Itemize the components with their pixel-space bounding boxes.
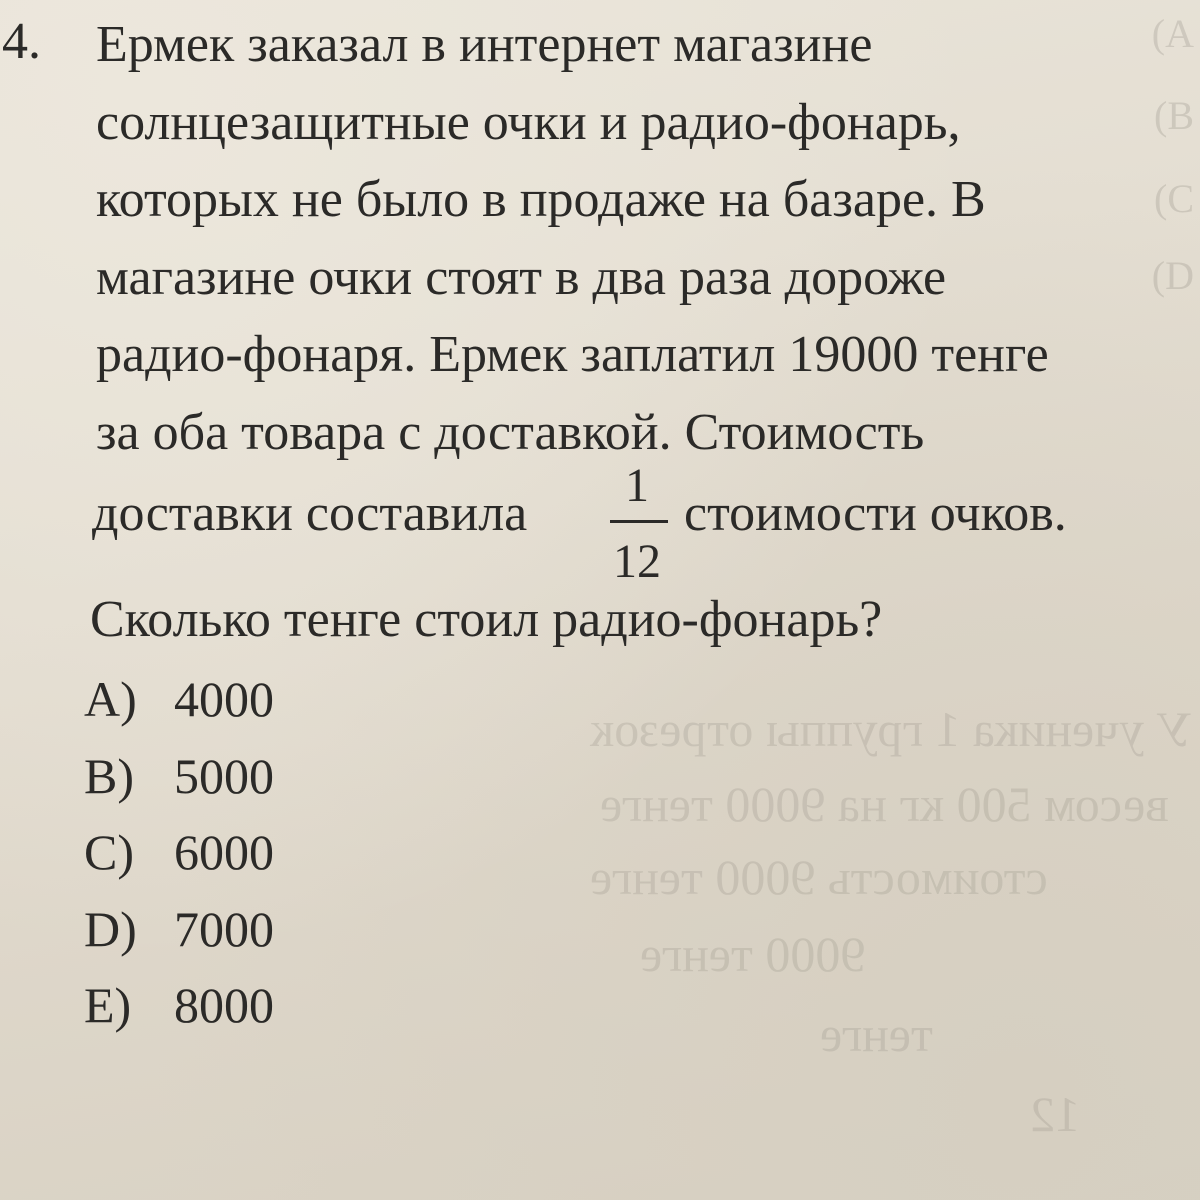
option-value: 6000 (174, 824, 274, 880)
problem-line: солнцезащитные очки и радио-фонарь, (96, 93, 961, 151)
option-letter: E) (84, 977, 132, 1033)
option-value: 7000 (174, 900, 274, 957)
option-letter: B) (84, 747, 134, 804)
problem-number: 4. (2, 13, 41, 70)
option-letter: A) (84, 671, 137, 727)
answer-option-d (84, 894, 274, 971)
bleed-through-text: 12 (1030, 1086, 1080, 1142)
bleed-through-text: тенге (820, 1006, 933, 1062)
fraction-sentence (92, 459, 1192, 592)
problem-statement (96, 6, 1200, 471)
question-text: Сколько тенге стоил радио-фонарь? (90, 591, 883, 648)
bleed-through-text: (D (1151, 253, 1194, 298)
option-letter: D) (84, 900, 137, 957)
bleed-through-text: (A (1151, 11, 1194, 56)
answer-option-c (84, 817, 274, 894)
problem-line: которых не было в продаже на базаре. В (96, 171, 986, 228)
bleed-through-text: (B (1154, 93, 1194, 138)
fraction-denominator: 12 (613, 535, 661, 588)
problem-line: Ермек заказал в интернет магазине (96, 16, 873, 73)
answer-option-a (84, 664, 274, 741)
answer-option-b (84, 741, 274, 818)
option-value: 4000 (174, 671, 274, 727)
problem-line: магазине очки стоят в два раза дороже (96, 248, 947, 306)
bleed-through-text: (C (1154, 176, 1194, 221)
fraction (602, 459, 672, 592)
fraction-text-before: доставки составила (92, 485, 528, 542)
fraction-numerator: 1 (625, 459, 649, 512)
bleed-through-text: У ученика 1 группы отрезок (590, 701, 1193, 757)
problem-line: радио-фонаря. Ермек заплатил 19000 тенге (96, 326, 1049, 383)
fraction-bar (610, 520, 668, 523)
bleed-through-text: стоимость 9000 тенге (590, 849, 1048, 905)
option-value: 8000 (174, 977, 274, 1033)
bleed-through-text: 9000 тенге (640, 926, 866, 982)
answer-option-e (84, 970, 274, 1047)
problem-line: за оба товара с доставкой. Стоимость (96, 403, 925, 461)
option-letter: C) (84, 824, 134, 880)
option-value: 5000 (174, 747, 274, 804)
bleed-through-text: весом 500 кг на 9000 тенге (600, 776, 1169, 832)
fraction-text-after: стоимости очков. (684, 485, 1067, 542)
answer-options (84, 664, 274, 1047)
